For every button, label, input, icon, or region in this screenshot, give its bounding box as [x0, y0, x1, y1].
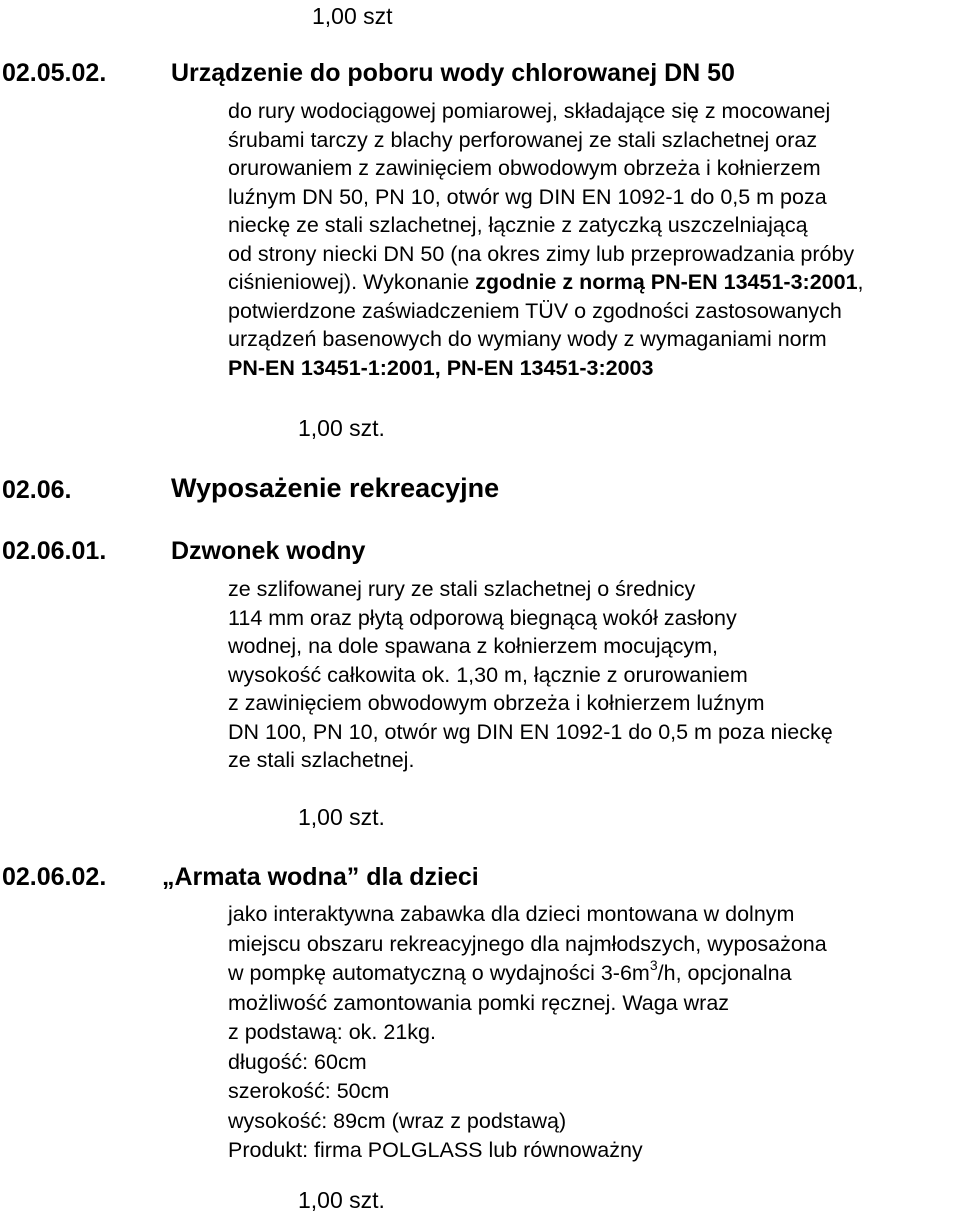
body-text: w pompkę automatyczną o wydajności 3-6m	[228, 961, 650, 985]
body-line	[228, 956, 827, 989]
superscript: 3	[649, 956, 658, 973]
body-line	[228, 354, 864, 383]
section-body-020502	[228, 97, 864, 382]
section-body-020601	[228, 575, 833, 775]
section-title-020601: Dzwonek wodny	[171, 537, 366, 565]
body-line: jako interaktywna zabawka dla dzieci montowana w dolnym	[228, 902, 795, 926]
section-title-0206: Wyposażenie rekreacyjne	[171, 473, 500, 503]
body-line	[228, 268, 864, 297]
section-title-020502: Urządzenie do poboru wody chlorowanej DN 50	[171, 59, 735, 87]
section-body-020602	[228, 900, 827, 1166]
top-quantity: 1,00 szt	[312, 3, 393, 29]
body-text: ,	[857, 270, 864, 294]
body-line: orurowaniem z zawinięciem obwodowym obrzeża i kołnierzem	[228, 156, 821, 180]
body-line: długość: 60cm	[228, 1049, 367, 1074]
section-quantity-020602: 1,00 szt.	[298, 1187, 385, 1213]
body-text: ciśnieniowej). Wykonanie	[228, 270, 476, 294]
body-line: szerokość: 50cm	[228, 1079, 390, 1103]
body-line: do rury wodociągowej pomiarowej, składające się z mocowanej	[228, 99, 831, 123]
body-line: Produkt: firma POLGLASS lub równoważny	[228, 1138, 643, 1162]
body-line: wysokość: 89cm (wraz z podstawą)	[228, 1108, 567, 1133]
section-number-020602: 02.06.02.	[2, 863, 107, 891]
norm-reference: PN-EN 13451-1:2001, PN-EN 13451-3:2003	[228, 355, 654, 380]
section-quantity-020502: 1,00 szt.	[298, 415, 385, 441]
body-line: potwierdzone zaświadczeniem TÜV o zgodności zastosowanych	[228, 298, 842, 323]
section-number-020502: 02.05.02.	[2, 59, 107, 87]
section-number-020601: 02.06.01.	[2, 537, 107, 565]
body-text: /h, opcjonalna	[657, 961, 792, 985]
body-line: wodnej, na dole spawana z kołnierzem mocującym,	[228, 634, 718, 658]
body-line: z podstawą: ok. 21kg.	[228, 1020, 436, 1044]
body-line: z zawinięciem obwodowym obrzeża i kołnierzem luźnym	[228, 691, 765, 715]
section-number-0206: 02.06.	[2, 476, 72, 504]
body-line: nieckę ze stali szlachetnej, łącznie z zatyczką uszczelniającą	[228, 213, 808, 237]
section-quantity-020601: 1,00 szt.	[298, 804, 385, 830]
body-line: luźnym DN 50, PN 10, otwór wg DIN EN 1092-1 do 0,5 m poza	[228, 184, 827, 209]
body-line: od strony niecki DN 50 (na okres zimy lub przeprowadzania próby	[228, 241, 855, 266]
body-line: DN 100, PN 10, otwór wg DIN EN 1092-1 do 0,5 m poza nieckę	[228, 719, 833, 744]
body-line: śrubami tarczy z blachy perforowanej ze stali szlachetnej oraz	[228, 127, 818, 152]
body-line: możliwość zamontowania pomki ręcznej. Waga wraz	[228, 990, 730, 1015]
body-line: ze szlifowanej rury ze stali szlachetnej o średnicy	[228, 577, 696, 601]
body-line: 114 mm oraz płytą odporową biegnącą wokół zasłony	[228, 605, 737, 630]
norm-reference: zgodnie z normą PN-EN 13451-3:2001	[475, 270, 858, 294]
body-line: urządzeń basenowych do wymiany wody z wymaganiami norm	[228, 327, 827, 351]
body-line: ze stali szlachetnej.	[228, 748, 415, 772]
body-line: wysokość całkowita ok. 1,30 m, łącznie z orurowaniem	[228, 662, 748, 687]
body-line: miejscu obszaru rekreacyjnego dla najmłodszych, wyposażona	[228, 931, 827, 956]
section-title-020602: „Armata wodna” dla dzieci	[162, 863, 479, 891]
